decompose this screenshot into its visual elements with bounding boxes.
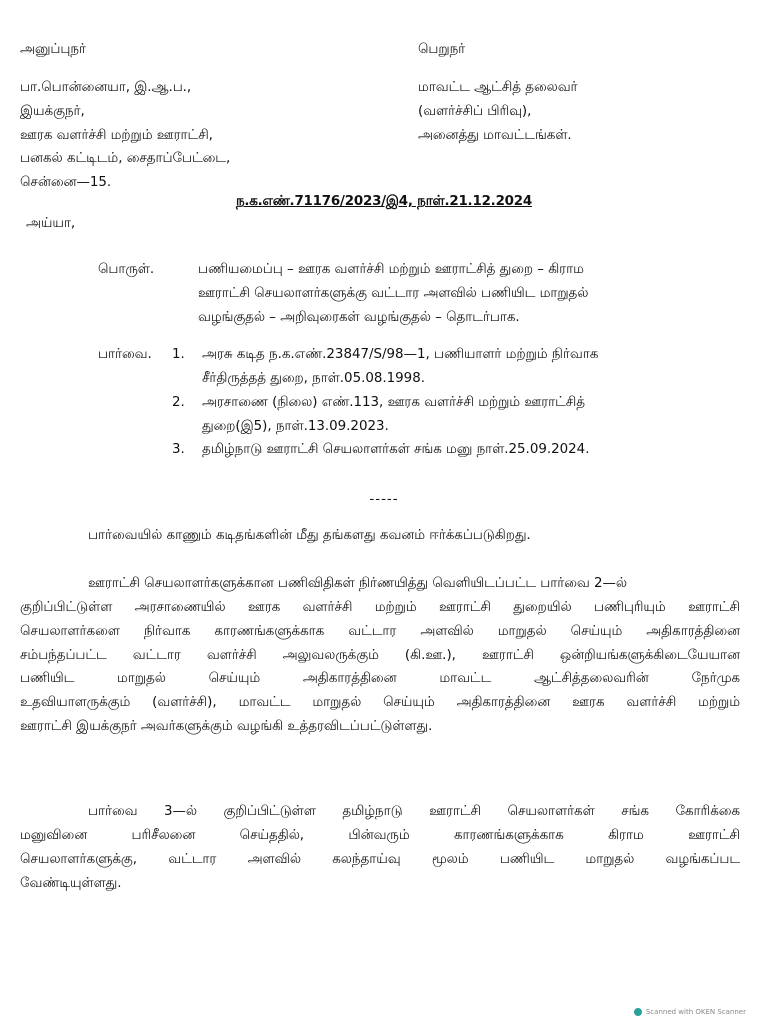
salutation: அய்யா, [26,216,76,231]
receiver-line: (வளர்ச்சிப் பிரிவு), [418,103,532,119]
sender-line: சென்னை—15. [20,175,112,191]
paragraph-3 [20,800,740,895]
reference-item [172,391,732,439]
reference-number-label: 1. [172,347,185,362]
subject-line: பணியமைப்பு – ஊரக வளர்ச்சி மற்றும் ஊராட்சித் துறை – கிராம [198,262,584,277]
sender-line: பா.பொன்னையா, இ.ஆ.ப., [20,79,192,95]
paragraph-line: உதவியாளருக்கும் (வளர்ச்சி), மாவட்ட மாறுதல் செய்யும் அதிகாரத்தினை ஊரக வளர்ச்சி மற்றும் [20,695,740,711]
reference-line: தமிழ்நாடு ஊராட்சி செயலாளர்கள் சங்க மனு நாள்.25.09.2024. [202,442,590,458]
reference-line: அரசாணை (நிலை) எண்.113, ஊரக வளர்ச்சி மற்றும் ஊராட்சித் [202,394,585,410]
paragraph-line: ஊராட்சி இயக்குநர் அவர்களுக்கும் வழங்கி உத்தரவிடப்பட்டுள்ளது. [20,719,433,735]
subject-line: வழங்குதல் – அறிவுரைகள் வழங்குதல் – தொடர்பாக. [198,309,520,325]
scanner-logo-icon [634,1008,642,1016]
paragraph-line: செயலாளர்களுக்கு, வட்டார அளவில் கலந்தாய்வு மூலம் பணியிட மாறுதல் வழங்கப்பட [20,851,740,867]
sender-line: ஊரக வளர்ச்சி மற்றும் ஊராட்சி, [20,127,213,143]
sender-heading: அனுப்புநர் [20,42,86,57]
subject-line: ஊராட்சி செயலாளர்களுக்கு வட்டார அளவில் பணியிட மாறுதல் [198,285,589,301]
reference-number-text: ந.க.எண்.71176/2023/இ4, நாள்.21.12.2024 [235,194,533,209]
paragraph-line: சம்பந்தப்பட்ட வட்டார வளர்ச்சி அலுவலருக்கும் (கி.ஊ.), ஊராட்சி ஒன்றியங்களுக்கிடையேயான [20,647,740,663]
section-divider: ----- [369,492,399,507]
reference-number-label: 3. [172,442,185,458]
paragraph-2 [20,572,740,739]
receiver-block [418,38,578,147]
receiver-heading: பெறுநர் [418,42,466,57]
reference-number [0,190,768,214]
paragraph-line: பார்வை 3—ல் குறிப்பிட்டுள்ள தமிழ்நாடு ஊராட்சி செயலாளர்கள் சங்க கோரிக்கை [88,804,740,819]
receiver-line: மாவட்ட ஆட்சித் தலைவர் [418,79,578,95]
scanner-watermark [634,1008,746,1016]
paragraph-line: பணியிட மாறுதல் செய்யும் அதிகாரத்தினை மாவட்ட ஆட்சித்தலைவரின் நேர்முக [20,671,740,687]
references-label: பார்வை. [98,347,152,362]
subject-label: பொருள். [98,262,155,277]
reference-line: துறை(இ5), நாள்.13.09.2023. [202,418,389,434]
paragraph-line: குறிப்பிட்டுள்ள அரசாணையில் ஊரக வளர்ச்சி மற்றும் ஊராட்சி துறையில் பணிபுரியும் ஊராட்சி [20,599,740,615]
reference-line: அரசு கடித ந.க.எண்.23847/S/98—1, பணியாளர் மற்றும் நிர்வாக [202,347,599,362]
paragraph-line: மனுவினை பரிசீலனை செய்ததில், பின்வரும் காரணங்களுக்காக கிராம ஊராட்சி [20,827,740,843]
subject-text [198,258,738,330]
reference-number-label: 2. [172,394,185,410]
sender-line: பனகல் கட்டிடம், சைதாப்பேட்டை, [20,151,231,167]
reference-item [172,343,732,391]
sender-line: இயக்குநர், [20,103,85,119]
scanner-watermark-text: Scanned with OKEN Scanner [645,1007,746,1016]
receiver-line: அனைத்து மாவட்டங்கள். [418,127,572,143]
paragraph-line: ஊராட்சி செயலாளர்களுக்கான பணிவிதிகள் நிர்ணயித்து வெளியிடப்பட்ட பார்வை 2—ல் [88,576,628,591]
paragraph-1: பார்வையில் காணும் கடிதங்களின் மீது தங்களது கவனம் ஈர்க்கப்படுகிறது. [88,528,531,543]
reference-line: சீர்திருத்தத் துறை, நாள்.05.08.1998. [202,370,425,386]
sender-block [20,38,230,195]
references-list [172,343,732,462]
reference-item [172,438,732,462]
paragraph-line: செயலாளர்களை நிர்வாக காரணங்களுக்காக வட்டார அளவில் மாறுதல் செய்யும் அதிகாரத்தினை [20,623,740,639]
paragraph-line: வேண்டியுள்ளது. [20,875,122,891]
